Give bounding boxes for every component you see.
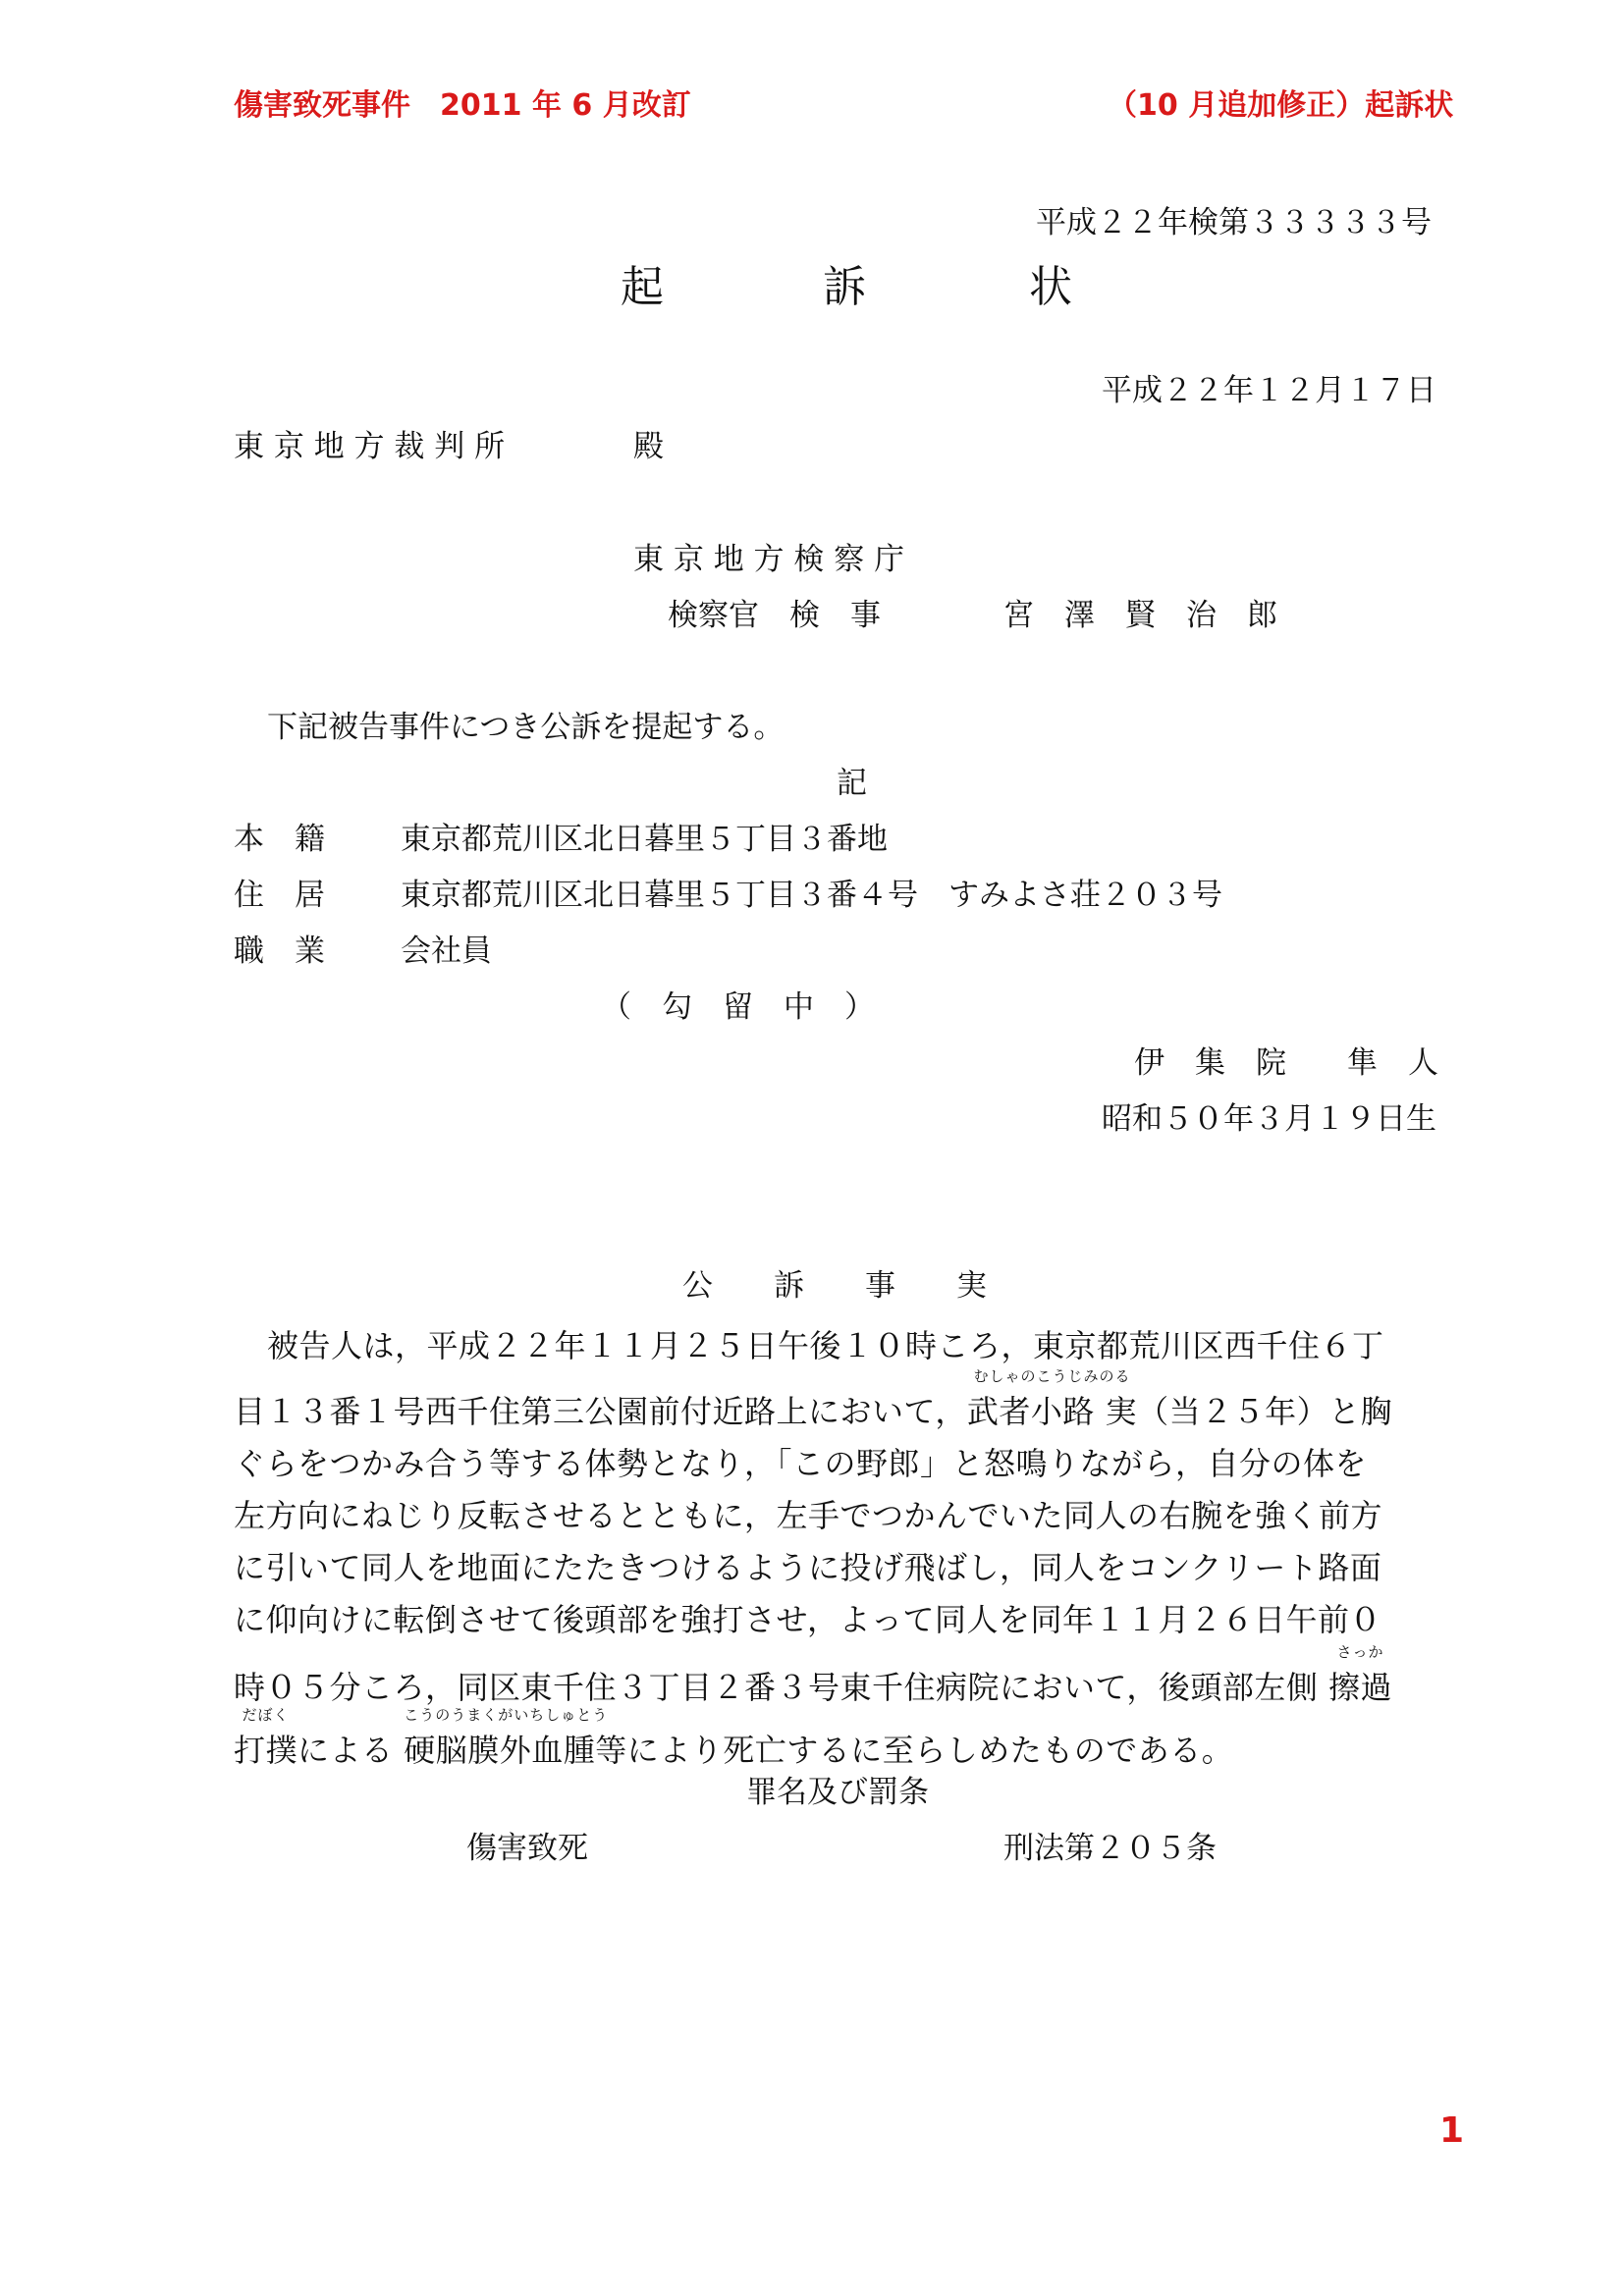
document-date: 平成２２年１２月１７日: [1102, 373, 1436, 408]
charge-crime: 傷害致死: [466, 1831, 588, 1866]
victim-surname: 武者小路: [966, 1393, 1095, 1430]
facts-line-1: 被告人は，平成２２年１１月２５日午後１０時ころ，東京都荒川区西千住６丁: [267, 1327, 1384, 1364]
intro-text: 下記被告事件につき公訴を提起する。: [267, 710, 785, 745]
facts-line-3: ぐらをつかみ合う等する体勢となり，「この野郎」と怒鳴りながら，自分の体を: [234, 1445, 1368, 1482]
defendant-birth: 昭和５０年３月１９日生: [1102, 1101, 1436, 1137]
prosecutor-name: 宮 澤 賢 治 郎: [1003, 598, 1277, 633]
case-number: 平成２２年検第３３３３３号: [1036, 205, 1432, 240]
custody-status: （ 勾 留 中 ）: [601, 989, 875, 1025]
shokugyo-label: 職 業: [234, 934, 325, 969]
page-number: 1: [1439, 2110, 1465, 2151]
abrasion-word: さっか 擦過: [1328, 1643, 1393, 1706]
victim-name-ruby: むしゃのこうじみのる: [973, 1367, 1131, 1385]
header-left: 傷害致死事件 2011 年 6 月改訂: [234, 88, 691, 123]
prosecutor-title: 検察官 検 事: [668, 598, 881, 633]
ki-marker: 記: [837, 766, 867, 801]
facts-line-6: に仰向けに転倒させて後頭部を強打させ，よって同人を同年１１月２６日午前０: [234, 1601, 1382, 1638]
facts-line-2a: 目１３番１号西千住第三公園前付近路上において，: [234, 1393, 967, 1430]
prosecutor-office: 東 京 地 方 検 察 庁: [633, 542, 905, 577]
bruise-word: だぼく 打撲: [234, 1706, 298, 1769]
facts-line-7a: 時０５分ころ，同区東千住３丁目２番３号東千住病院において，後頭部左側: [234, 1669, 1319, 1706]
victim-given-name: 実: [1105, 1393, 1138, 1430]
addressee-honorific: 殿: [633, 429, 664, 464]
charge-article: 刑法第２０５条: [1003, 1831, 1217, 1866]
header-right: （10 月追加修正）起訴状: [1108, 88, 1454, 123]
shokugyo-value: 会社員: [401, 934, 492, 969]
abrasion-ruby: さっか: [1336, 1643, 1384, 1661]
bruise-ruby: だぼく: [242, 1706, 290, 1724]
facts-line-4: 左方向にねじり反転させるとともに，左手でつかんでいた同人の右腕を強く前方: [234, 1497, 1383, 1534]
facts-line-7: [234, 1643, 1393, 1708]
facts-line-5: に引いて同人を地面にたたきつけるように投げ飛ばし，同人をコンクリート路面: [234, 1549, 1382, 1586]
jukyo-value: 東京都荒川区北日暮里５丁目３番４号 すみよさ荘２０３号: [401, 878, 1222, 913]
defendant-name: 伊 集 院 隼 人: [1134, 1045, 1438, 1081]
title-char-1: 起: [621, 262, 664, 312]
addressee-court: 東 京 地 方 裁 判 所: [234, 429, 506, 464]
hematoma-word: こうのうまくがいちしゅとう 硬脳膜外血腫: [404, 1706, 609, 1769]
title-char-2: 訴: [823, 262, 866, 312]
hematoma-ruby: こうのうまくがいちしゅとう: [404, 1706, 609, 1724]
charge-heading: 罪名及び罰条: [746, 1775, 929, 1810]
facts-heading: 公 訴 事 実: [682, 1268, 987, 1304]
jukyo-label: 住 居: [234, 878, 325, 913]
facts-line-8: だぼく 打撲による こうのうまくがいちしゅとう 硬脳膜外血腫等により死亡するに至らしめたものである。: [234, 1706, 1234, 1769]
facts-line-2b: （当２５年）と胸: [1137, 1393, 1393, 1430]
facts-line-2: [234, 1367, 1393, 1432]
victim-name: [966, 1367, 1138, 1432]
title-char-3: 状: [1029, 262, 1072, 312]
honseki-label: 本 籍: [234, 822, 325, 857]
honseki-value: 東京都荒川区北日暮里５丁目３番地: [401, 822, 888, 857]
